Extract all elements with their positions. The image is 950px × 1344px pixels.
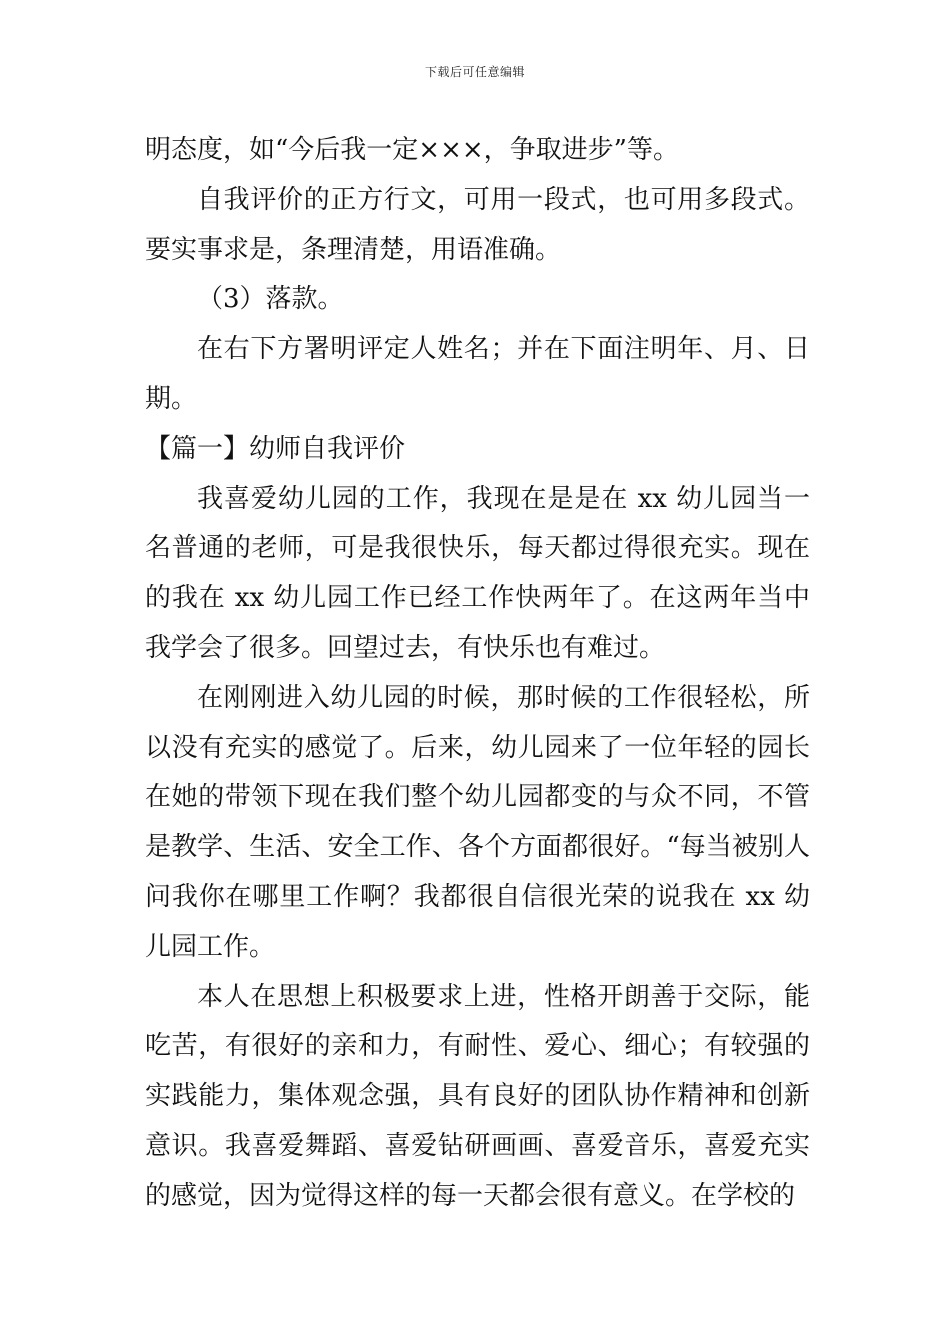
document-body xyxy=(145,126,810,1222)
paragraph-intro: 我喜爱幼儿园的工作，我现在是是在 xx 幼儿园当一名普通的老师，可是我很快乐，每天都过得很充实。现在的我在 xx 幼儿园工作已经工作快两年了。在这两年当中我学会了很多。回望过去，有快乐也有难过。 xyxy=(145,483,810,663)
page-header-note: 下载后可任意编辑 xyxy=(424,65,525,79)
paragraph-signature-note: 在右下方署明评定人姓名；并在下面注明年、月、日期。 xyxy=(145,334,810,414)
paragraph-experience: 在刚刚进入幼儿园的时候，那时候的工作很轻松，所以没有充实的感觉了。后来，幼儿园来了一位年轻的园长在她的带领下现在我们整个幼儿园都变的与众不同，不管是教学、生活、安全工作、各个方面都很好。“每当被别人问我你在哪里工作啊？我都很自信很光荣的说我在 xx 幼儿园工作。 xyxy=(145,682,810,962)
paragraph-signature-heading: （3）落款。 xyxy=(197,284,344,315)
paragraph-continuation: 明态度，如“今后我一定×××，争取进步”等。 xyxy=(145,135,679,165)
section-heading: 【篇一】幼师自我评价 xyxy=(145,433,406,464)
paragraph-self-assessment: 本人在思想上积极要求上进，性格开朗善于交际，能吃苦，有很好的亲和力，有耐性、爱心、细心；有较强的实践能力，集体观念强，具有良好的团队协作精神和创新意识。我喜爱舞蹈、喜爱钻研画画、喜爱音乐，喜爱充实的感觉，因为觉得这样的每一天都会很有意义。在学校的 xyxy=(145,981,810,1211)
paragraph-format-note: 自我评价的正方行文，可用一段式，也可用多段式。要实事求是，条理清楚，用语准确。 xyxy=(145,184,810,265)
